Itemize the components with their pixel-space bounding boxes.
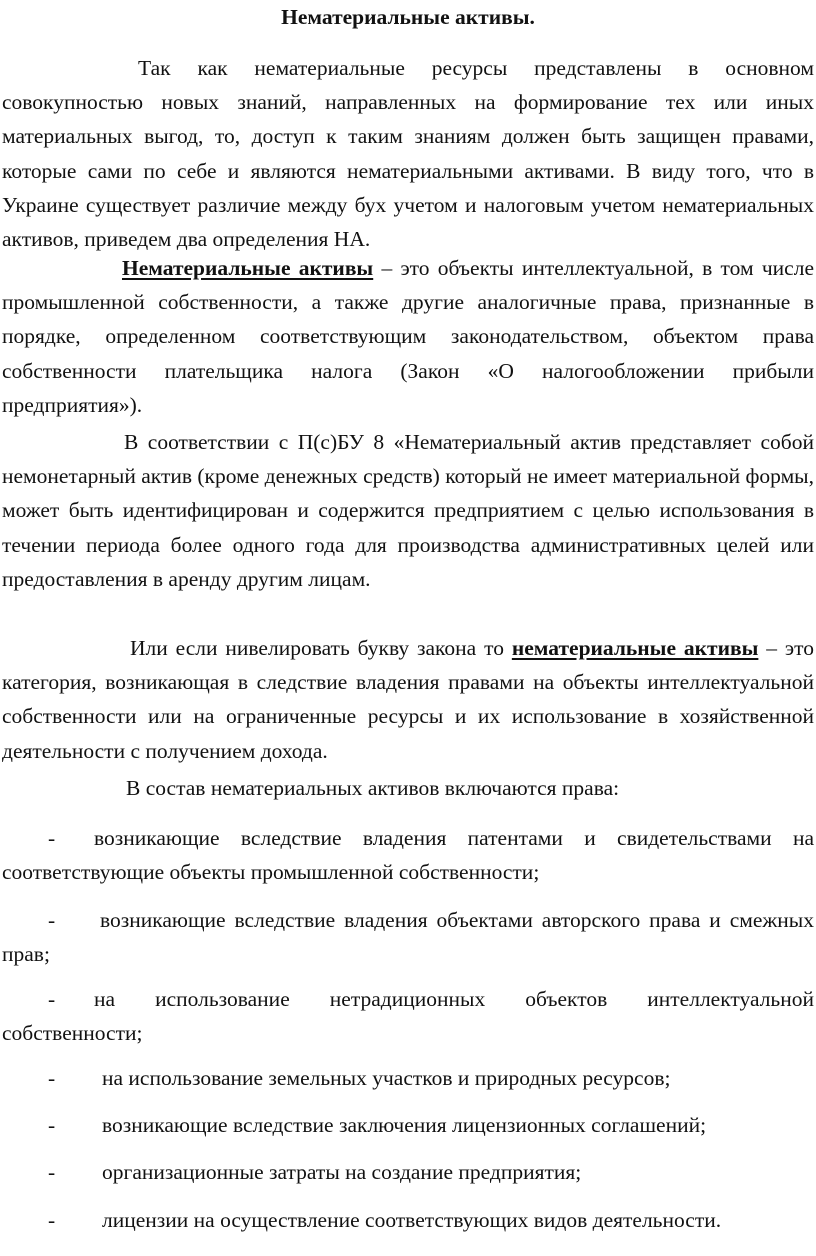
list-marker: - [48,1113,56,1137]
list-item [2,821,814,889]
definition-general-lead: Или если нивелировать букву закона то [130,636,512,660]
list-item [2,1061,814,1095]
list-item [2,1155,814,1189]
list-item [2,982,814,1050]
list-marker: - [48,1208,56,1232]
list-item-text: лицензии на осуществление соответствующих видов деятельности. [102,1208,722,1232]
list-item [2,1203,814,1237]
term-intangible-assets-2: нематериальные активы [511,636,759,660]
list-item-text: организационные затраты на создание предприятия; [102,1160,582,1184]
list-marker: - [48,987,56,1011]
paragraph-intro: Так как нематериальные ресурсы представлены в основном совокупностью новых знаний, направленных на формирование тех или иных материальных выгод, то, доступ к таким знаниям должен быть защищен правами, которые сами по себе и являются нематериальными активами. В виду того, что в Украине существует различие между бух учетом и налоговым учетом нематериальных активов, приведем два определения НА. [2,56,814,252]
list-marker: - [48,1160,56,1184]
list-item [2,1108,814,1142]
definition-general-text: – это категория, возникающая в следствие владения правами на объекты интеллектуальной собственности или на ограниченные ресурсы и их использование в хозяйственной деятельности с получением дохода. [2,636,814,763]
list-item-text: возникающие вследствие заключения лицензионных соглашений; [102,1113,707,1137]
list-marker: - [48,908,56,932]
list-marker: - [48,826,56,850]
list-item-text: на использование земельных участков и природных ресурсов; [102,1066,671,1090]
paragraph-definition-general [2,631,814,768]
paragraph-definition-law [2,251,814,422]
document-title: Нематериальные активы. [281,5,535,29]
list-item [2,903,814,971]
list-marker: - [48,1066,56,1090]
list-item-text: на использование нетрадиционных объектов интеллектуальной собственности; [2,987,814,1046]
list-item-text: возникающие вследствие владения объектами авторского права и смежных прав; [2,908,814,967]
list-item-text: возникающие вследствие владения патентами и свидетельствами на соответствующие объекты промышленной собственности; [2,826,814,885]
definition-law-text: – это объекты интеллектуальной, в том числе промышленной собственности, а также другие аналогичные права, признанные в порядке, определенном соответствующим законодательством, объектом права собственности плательщика налога (Закон «О налогообложении прибыли предприятия»). [2,256,814,417]
term-intangible-assets: Нематериальные активы [122,256,374,280]
paragraph-list-intro: В состав нематериальных активов включаются права: [126,776,620,800]
paragraph-definition-standard: В соответствии с П(с)БУ 8 «Нематериальный актив представляет собой немонетарный актив (кроме денежных средств) который не имеет материальной формы, может быть идентифицирован и содержится предприятием с целью использования в течении периода более одного года для производства административных целей или предоставления в аренду другим лицам. [2,430,814,591]
